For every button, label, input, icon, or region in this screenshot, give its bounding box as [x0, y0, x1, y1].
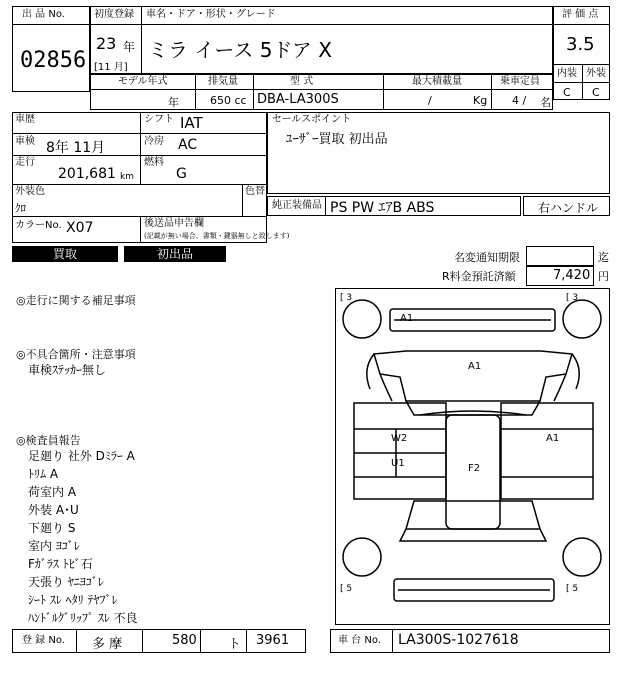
inspector-line: 外装 A･U: [28, 503, 79, 517]
color-no-label: カラーNo.: [15, 220, 62, 231]
car-name-label: 車名・ドア・形状・グレード: [146, 9, 276, 20]
max-load-sep: /: [428, 94, 432, 107]
capacity-label: 乗車定員: [500, 76, 540, 87]
after-label: 後送品申告欄: [144, 218, 204, 229]
damage-left-front-door: W2: [391, 433, 408, 444]
ext-color-value: ｸﾛ: [15, 202, 26, 215]
model-year-unit: 年: [168, 96, 179, 109]
score-label: 評 価 点: [562, 9, 599, 20]
car-diagram-svg: [336, 289, 609, 624]
fuel-value: G: [176, 166, 187, 182]
inspector-line: 下廻り S: [28, 521, 76, 535]
first-reg-year-unit: 年: [123, 40, 136, 54]
inspector-title: ◎検査員報告: [16, 434, 81, 447]
handle-value: 右ハンドル: [538, 201, 599, 215]
mileage-unit: km: [120, 172, 134, 182]
ac-value: AC: [178, 137, 198, 153]
displacement-label: 排気量: [208, 76, 238, 87]
name-change-unit: 迄: [598, 251, 609, 264]
name-change-label: 名変通知期限: [454, 251, 520, 264]
tag-first-listing: 初出品: [124, 246, 226, 262]
shift-value: IAT: [180, 114, 203, 132]
chassis-label: 車 台 No.: [338, 635, 381, 646]
capacity-unit: 名: [540, 96, 551, 109]
equipment-label: 純正装備品: [272, 200, 322, 211]
damage-left-rear-door: U1: [391, 458, 405, 469]
inspector-line: Fｶﾞﾗｽ ﾄﾋﾞ石: [28, 557, 93, 571]
model-year-label: モデル年式: [118, 76, 168, 87]
sales-text: ﾕｰｻﾞｰ買取 初出品: [286, 132, 388, 147]
recycle-label: R料金預託済額: [442, 270, 516, 283]
inspector-line: 室内 ﾖｺﾞﾚ: [28, 539, 80, 553]
shift-label: シフト: [144, 114, 174, 125]
capacity: 4 /: [512, 94, 527, 107]
ext-color-label: 外装色: [15, 186, 45, 197]
mileage-value: 201,681: [58, 166, 116, 182]
ac-label: 冷房: [144, 136, 164, 147]
inspector-line: ｼｰﾄ ｽﾚ ﾍﾀﾘ ﾃﾔﾌﾞﾚ: [28, 593, 118, 607]
exterior-label: 外装: [586, 68, 606, 79]
diagram-bl-label: [ 5: [340, 584, 353, 594]
exterior-score: C: [592, 86, 600, 99]
inspector-line: ﾄﾘﾑ A: [28, 467, 59, 481]
interior-score: C: [563, 86, 571, 99]
inspection-value: 8年 11月: [46, 140, 106, 156]
reg-label: 登 録 No.: [22, 635, 65, 646]
history-label: 車歴: [15, 114, 35, 125]
after-note: (記載が無い場合、書類・鍵器無しと致します): [144, 232, 290, 240]
first-reg-label: 初度登録: [94, 9, 134, 20]
diagram-tl-label: [ 3: [340, 293, 353, 303]
fuel-label: 燃料: [144, 157, 164, 168]
reg-class: 580: [172, 633, 197, 648]
recolor-label: 色替: [245, 186, 265, 197]
color-no-value: X07: [66, 220, 94, 236]
recycle-unit: 円: [598, 270, 609, 283]
first-reg-year: 23: [96, 34, 117, 53]
inspector-line: 足廻り 社外 Dﾐﾗｰ A: [28, 449, 135, 463]
model-label: 型 式: [290, 76, 314, 87]
diagram-br-label: [ 5: [566, 584, 579, 594]
inspector-line: ﾊﾝﾄﾞﾙｸﾞﾘｯﾌﾟ ｽﾚ 不良: [28, 611, 138, 625]
interior-label: 内装: [557, 68, 577, 79]
damage-hood: A1: [468, 361, 482, 372]
name-change-box: [526, 246, 594, 266]
equipment-value: PS PW ｴｱB ABS: [330, 200, 435, 216]
inspector-line: 荷室内 A: [28, 485, 77, 499]
max-load-label: 最大積載量: [412, 76, 462, 87]
reg-area: 多 摩: [92, 637, 123, 652]
damage-front-bumper: A1: [400, 313, 414, 324]
first-reg-month: [11 月]: [94, 62, 128, 73]
defect-line: 車検ｽﾃｯｶｰ無し: [28, 363, 107, 377]
lot-number: 02856: [20, 48, 87, 73]
score-value: 3.5: [566, 34, 595, 55]
inspection-label: 車検: [15, 136, 35, 147]
driving-title: ◎走行に関する補足事項: [16, 294, 136, 307]
diagram-tr-label: [ 3: [566, 293, 579, 303]
inspector-line: 天張り ﾔﾆﾖｺﾞﾚ: [28, 575, 104, 589]
car-name: ミラ イース 5ドア X: [148, 38, 332, 62]
damage-right-door: A1: [546, 433, 560, 444]
damage-roof: F2: [468, 463, 481, 474]
lot-label: 出 品 No.: [22, 9, 65, 20]
reg-kana: ト: [228, 637, 242, 652]
displacement: 650 cc: [210, 94, 247, 107]
model-code: DBA-LA300S: [257, 92, 339, 107]
chassis-number: LA300S-1027618: [398, 632, 519, 648]
tag-buyback: 買取: [12, 246, 118, 262]
max-load-unit: Kg: [473, 94, 488, 107]
mileage-label: 走行: [15, 157, 35, 168]
recycle-value: 7,420: [553, 268, 591, 283]
reg-number: 3961: [256, 633, 290, 648]
defect-title: ◎不具合箇所・注意事項: [16, 348, 136, 361]
car-diagram: [335, 288, 610, 625]
sales-label: セールスポイント: [272, 114, 352, 125]
